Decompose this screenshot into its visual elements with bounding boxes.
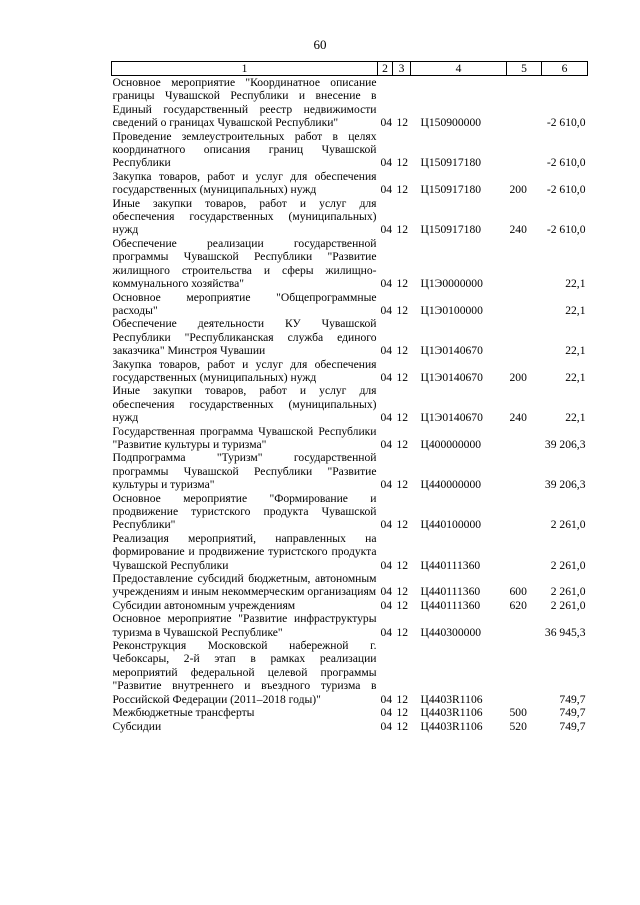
row-target-item: Ц440111360 [420,598,481,612]
row-section: 04 [380,706,393,720]
row-target-item: Ц150917180 [420,223,482,237]
table-row [112,720,588,733]
table-row [112,384,588,424]
row-subsection: 12 [396,437,409,451]
row-name: Подпрограмма "Туризм" государственной программы Чувашской Республики "Развитие культуры и туризма" [112,451,377,492]
row-name: Реализация мероприятий, направленных на формирование и продвижение туристского продукта Чувашской Республики [112,531,377,572]
row-target-item: Ц4403R1106 [420,692,483,706]
row-expense-type: 200 [509,370,527,384]
row-name: Иные закупки товаров, работ и услуг для обеспечения государственных (муниципальных) нужд [112,196,377,237]
row-amount: 2 261,0 [550,598,586,612]
row-target-item: Ц150917180 [420,156,482,170]
row-name: Иные закупки товаров, работ и услуг для обеспечения государственных (муниципальных) нужд [112,384,377,425]
table-row [112,599,588,612]
table-row [112,291,588,318]
table-row [112,76,588,130]
row-subsection: 12 [396,277,409,291]
row-subsection: 12 [396,183,409,197]
row-amount: -2 610,0 [546,223,586,237]
row-expense-type [507,130,542,170]
row-section: 04 [380,478,393,492]
row-subsection: 12 [396,518,409,532]
row-expense-type: 240 [509,223,527,237]
row-expense-type [507,451,542,491]
row-amount: 39 206,3 [544,478,586,492]
row-target-item: Ц400000000 [420,437,482,451]
row-section: 04 [380,156,393,170]
table-row [112,639,588,706]
table-row [112,706,588,719]
row-subsection: 12 [396,692,409,706]
row-section: 04 [380,692,393,706]
table-row [112,451,588,491]
table-row [112,197,588,237]
row-subsection: 12 [396,156,409,170]
row-amount: 22,1 [565,303,586,317]
row-amount: 2 261,0 [550,518,586,532]
row-name: Основное мероприятие "Координатное описание границы Чувашской Республики и внесение в Единый государственный реестр недвижимости сведений о границах Чувашской Республики" [112,76,377,130]
header-col-vr: 5 [507,62,542,76]
table-row [112,358,588,385]
row-amount: 22,1 [565,277,586,291]
row-subsection: 12 [396,585,409,599]
row-expense-type [507,612,542,639]
row-name: Субсидии [112,719,162,733]
table-row [112,532,588,572]
row-target-item: Ц440300000 [420,625,482,639]
row-expense-type [507,317,542,357]
row-expense-type [507,639,542,706]
row-name: Предоставление субсидий бюджетным, автономным учреждениям и иным некоммерческим организациям [112,572,377,599]
row-target-item: Ц1Э0140670 [420,411,483,425]
table-body [112,76,588,733]
page-number: 60 [313,37,327,52]
row-section: 04 [380,625,393,639]
row-section: 04 [380,303,393,317]
row-subsection: 12 [396,558,409,572]
row-subsection: 12 [396,411,409,425]
row-target-item: Ц1Э0140670 [420,370,483,384]
row-subsection: 12 [396,370,409,384]
row-expense-type: 520 [509,719,527,733]
row-target-item: Ц440111360 [420,558,481,572]
row-name: Проведение землеустроительных работ в целях координатного описания границ Чувашской Республики [112,129,377,170]
header-col-sum: 6 [542,62,588,76]
table-header [112,62,588,76]
row-expense-type [507,76,542,130]
row-subsection: 12 [396,116,409,130]
row-target-item: Ц440000000 [420,478,482,492]
row-amount: 22,1 [565,344,586,358]
row-section: 04 [380,116,393,130]
row-name: Закупка товаров, работ и услуг для обеспечения государственных (муниципальных) нужд [112,357,377,384]
header-col-csr: 4 [411,62,507,76]
row-target-item: Ц150900000 [420,116,482,130]
row-amount: 2 261,0 [550,585,586,599]
row-amount: 749,7 [559,692,586,706]
row-expense-type [507,291,542,318]
row-subsection: 12 [396,625,409,639]
row-name: Основное мероприятие "Развитие инфраструктуры туризма в Чувашской Республике" [112,612,377,639]
row-amount: 36 945,3 [544,625,586,639]
row-name: Закупка товаров, работ и услуг для обеспечения государственных (муниципальных) нужд [112,169,377,197]
row-subsection: 12 [396,706,409,720]
row-section: 04 [380,183,393,197]
row-section: 04 [380,370,393,384]
row-expense-type: 500 [509,706,527,720]
row-section: 04 [380,411,393,425]
row-amount: 749,7 [559,719,586,733]
row-subsection: 12 [396,223,409,237]
header-col-pr: 3 [393,62,411,76]
table-row [112,572,588,599]
row-expense-type: 620 [509,598,527,612]
row-target-item: Ц1Э0100000 [420,303,483,317]
row-name: Обеспечение реализации государственной программы Чувашской Республики "Развитие жилищного строительства и сферы жилищно-коммунального хозяйства" [112,236,377,291]
row-section: 04 [380,223,393,237]
row-expense-type [507,492,542,532]
row-section: 04 [380,558,393,572]
row-name: Субсидии автономным учреждениям [112,598,296,612]
row-section: 04 [380,598,393,612]
row-amount: 749,7 [559,706,586,720]
row-section: 04 [380,585,393,599]
table-row [112,130,588,170]
row-section: 04 [380,719,393,733]
row-target-item: Ц4403R1106 [420,706,483,720]
row-subsection: 12 [396,719,409,733]
table-row [112,170,588,197]
row-subsection: 12 [396,303,409,317]
table-row [112,612,588,639]
row-target-item: Ц1Э0000000 [420,277,483,291]
table-row [112,317,588,357]
row-target-item: Ц150917180 [420,183,482,197]
row-amount: 39 206,3 [544,437,586,451]
row-amount: -2 610,0 [546,183,586,197]
header-row [112,62,588,76]
row-expense-type: 200 [509,183,527,197]
header-col-name: 1 [112,62,378,76]
row-section: 04 [380,277,393,291]
row-expense-type [507,237,542,291]
table-row [112,425,588,452]
row-subsection: 12 [396,344,409,358]
row-name: Обеспечение деятельности КУ Чувашской Республики "Республиканская служба единого заказчика" Минстроя Чувашии [112,317,377,358]
row-section: 04 [380,518,393,532]
row-name: Реконструкция Московской набережной г. Чебоксары, 2-й этап в рамках реализации мероприятий федеральной целевой программы "Развитие внутреннего и въездного туризма в Российской Федерации (2011–2018 годы)" [112,639,377,706]
row-name: Межбюджетные трансферты [112,706,255,720]
row-section: 04 [380,437,393,451]
row-amount: -2 610,0 [546,116,586,130]
row-subsection: 12 [396,598,409,612]
row-amount: 22,1 [565,370,586,384]
row-section: 04 [380,344,393,358]
row-target-item: Ц4403R1106 [420,719,483,733]
row-amount: 22,1 [565,411,586,425]
table-row [112,237,588,291]
row-expense-type [507,532,542,572]
row-expense-type [507,425,542,452]
row-expense-type: 240 [509,411,527,425]
row-target-item: Ц440111360 [420,585,481,599]
row-name: Государственная программа Чувашской Республики "Развитие культуры и туризма" [112,424,377,451]
row-expense-type: 600 [509,585,527,599]
header-col-rz: 2 [378,62,393,76]
row-amount: 2 261,0 [550,558,586,572]
row-target-item: Ц1Э0140670 [420,344,483,358]
row-subsection: 12 [396,478,409,492]
row-name: Основное мероприятие "Общепрограммные расходы" [112,290,377,317]
row-amount: -2 610,0 [546,156,586,170]
table-row [112,492,588,532]
budget-table [111,61,588,733]
row-target-item: Ц440100000 [420,518,482,532]
row-name: Основное мероприятие "Формирование и продвижение туристского продукта Чувашской Республики" [112,491,377,532]
